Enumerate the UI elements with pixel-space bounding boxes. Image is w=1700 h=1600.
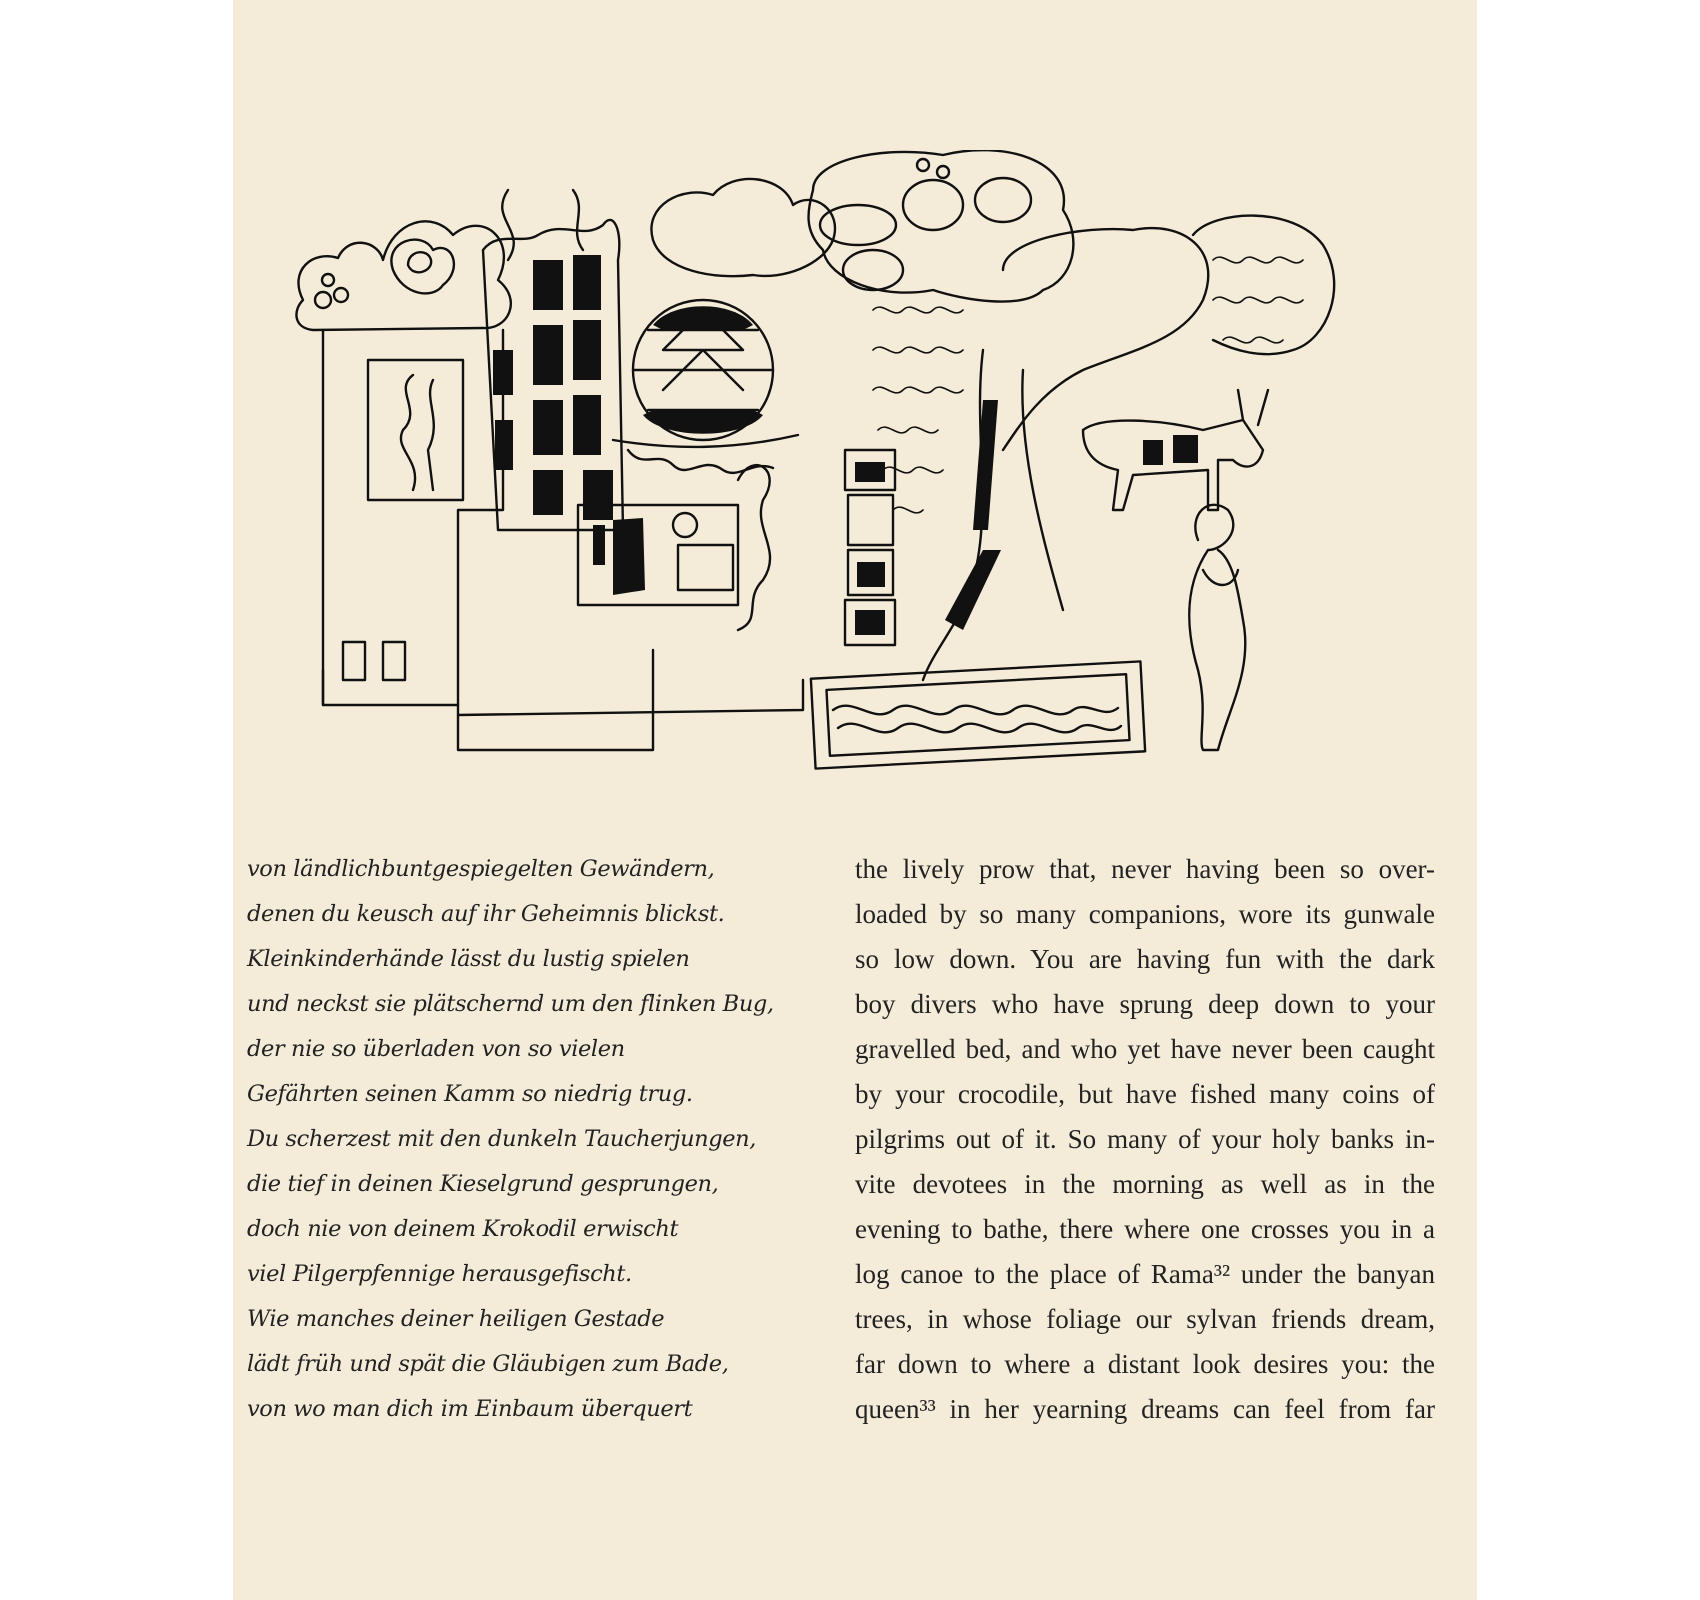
english-line: far down to where a distant look desires you: the: [855, 1349, 1435, 1379]
english-line: pilgrims out of it. So many of your holy banks in-: [855, 1124, 1435, 1154]
german-line: die tief in deinen Kieselgrund gesprungen,: [247, 1171, 719, 1197]
german-line: doch nie von deinem Krokodil erwischt: [247, 1216, 679, 1242]
german-line: Kleinkinderhände lässt du lustig spielen: [247, 946, 690, 972]
german-line: Du scherzest mit den dunkeln Taucherjungen,: [247, 1126, 757, 1152]
german-line: und neckst sie plätschernd um den flinken Bug,: [247, 991, 774, 1017]
english-prose-column: [855, 847, 1435, 1432]
english-line: gravelled bed, and who yet have never been caught: [855, 1034, 1435, 1064]
english-line: evening to bathe, there where one crosses you in a: [855, 1214, 1435, 1244]
english-line: queen³³ in her yearning dreams can feel from far: [855, 1394, 1435, 1424]
english-line: boy divers who have sprung deep down to your: [855, 989, 1435, 1019]
english-line: so low down. You are having fun with the dark: [855, 944, 1435, 974]
english-line: vite devotees in the morning as well as in the: [855, 1169, 1435, 1199]
book-page: [233, 0, 1477, 1600]
german-line: der nie so überladen von so vielen: [247, 1036, 625, 1062]
german-line: von wo man dich im Einbaum überquert: [247, 1396, 693, 1422]
english-line: by your crocodile, but have fished many coins of: [855, 1079, 1435, 1109]
german-line: von ländlichbuntgespiegelten Gewändern,: [247, 856, 715, 882]
english-line: log canoe to the place of Rama³² under the banyan: [855, 1259, 1435, 1289]
german-line: Gefährten seinen Kamm so niedrig trug.: [247, 1081, 693, 1107]
german-verse-column: [247, 847, 807, 1432]
german-line: denen du keusch auf ihr Geheimnis blickst.: [247, 901, 725, 927]
ink-illustration: [283, 150, 1443, 820]
german-line: viel Pilgerpfennige herausgefischt.: [247, 1261, 632, 1287]
german-line: Wie manches deiner heiligen Gestade: [247, 1306, 665, 1332]
english-line: the lively prow that, never having been so over-: [855, 854, 1435, 884]
german-line: lädt früh und spät die Gläubigen zum Bade,: [247, 1351, 729, 1377]
english-line: trees, in whose foliage our sylvan friends dream,: [855, 1304, 1435, 1334]
english-line: loaded by so many companions, wore its gunwale: [855, 899, 1435, 929]
